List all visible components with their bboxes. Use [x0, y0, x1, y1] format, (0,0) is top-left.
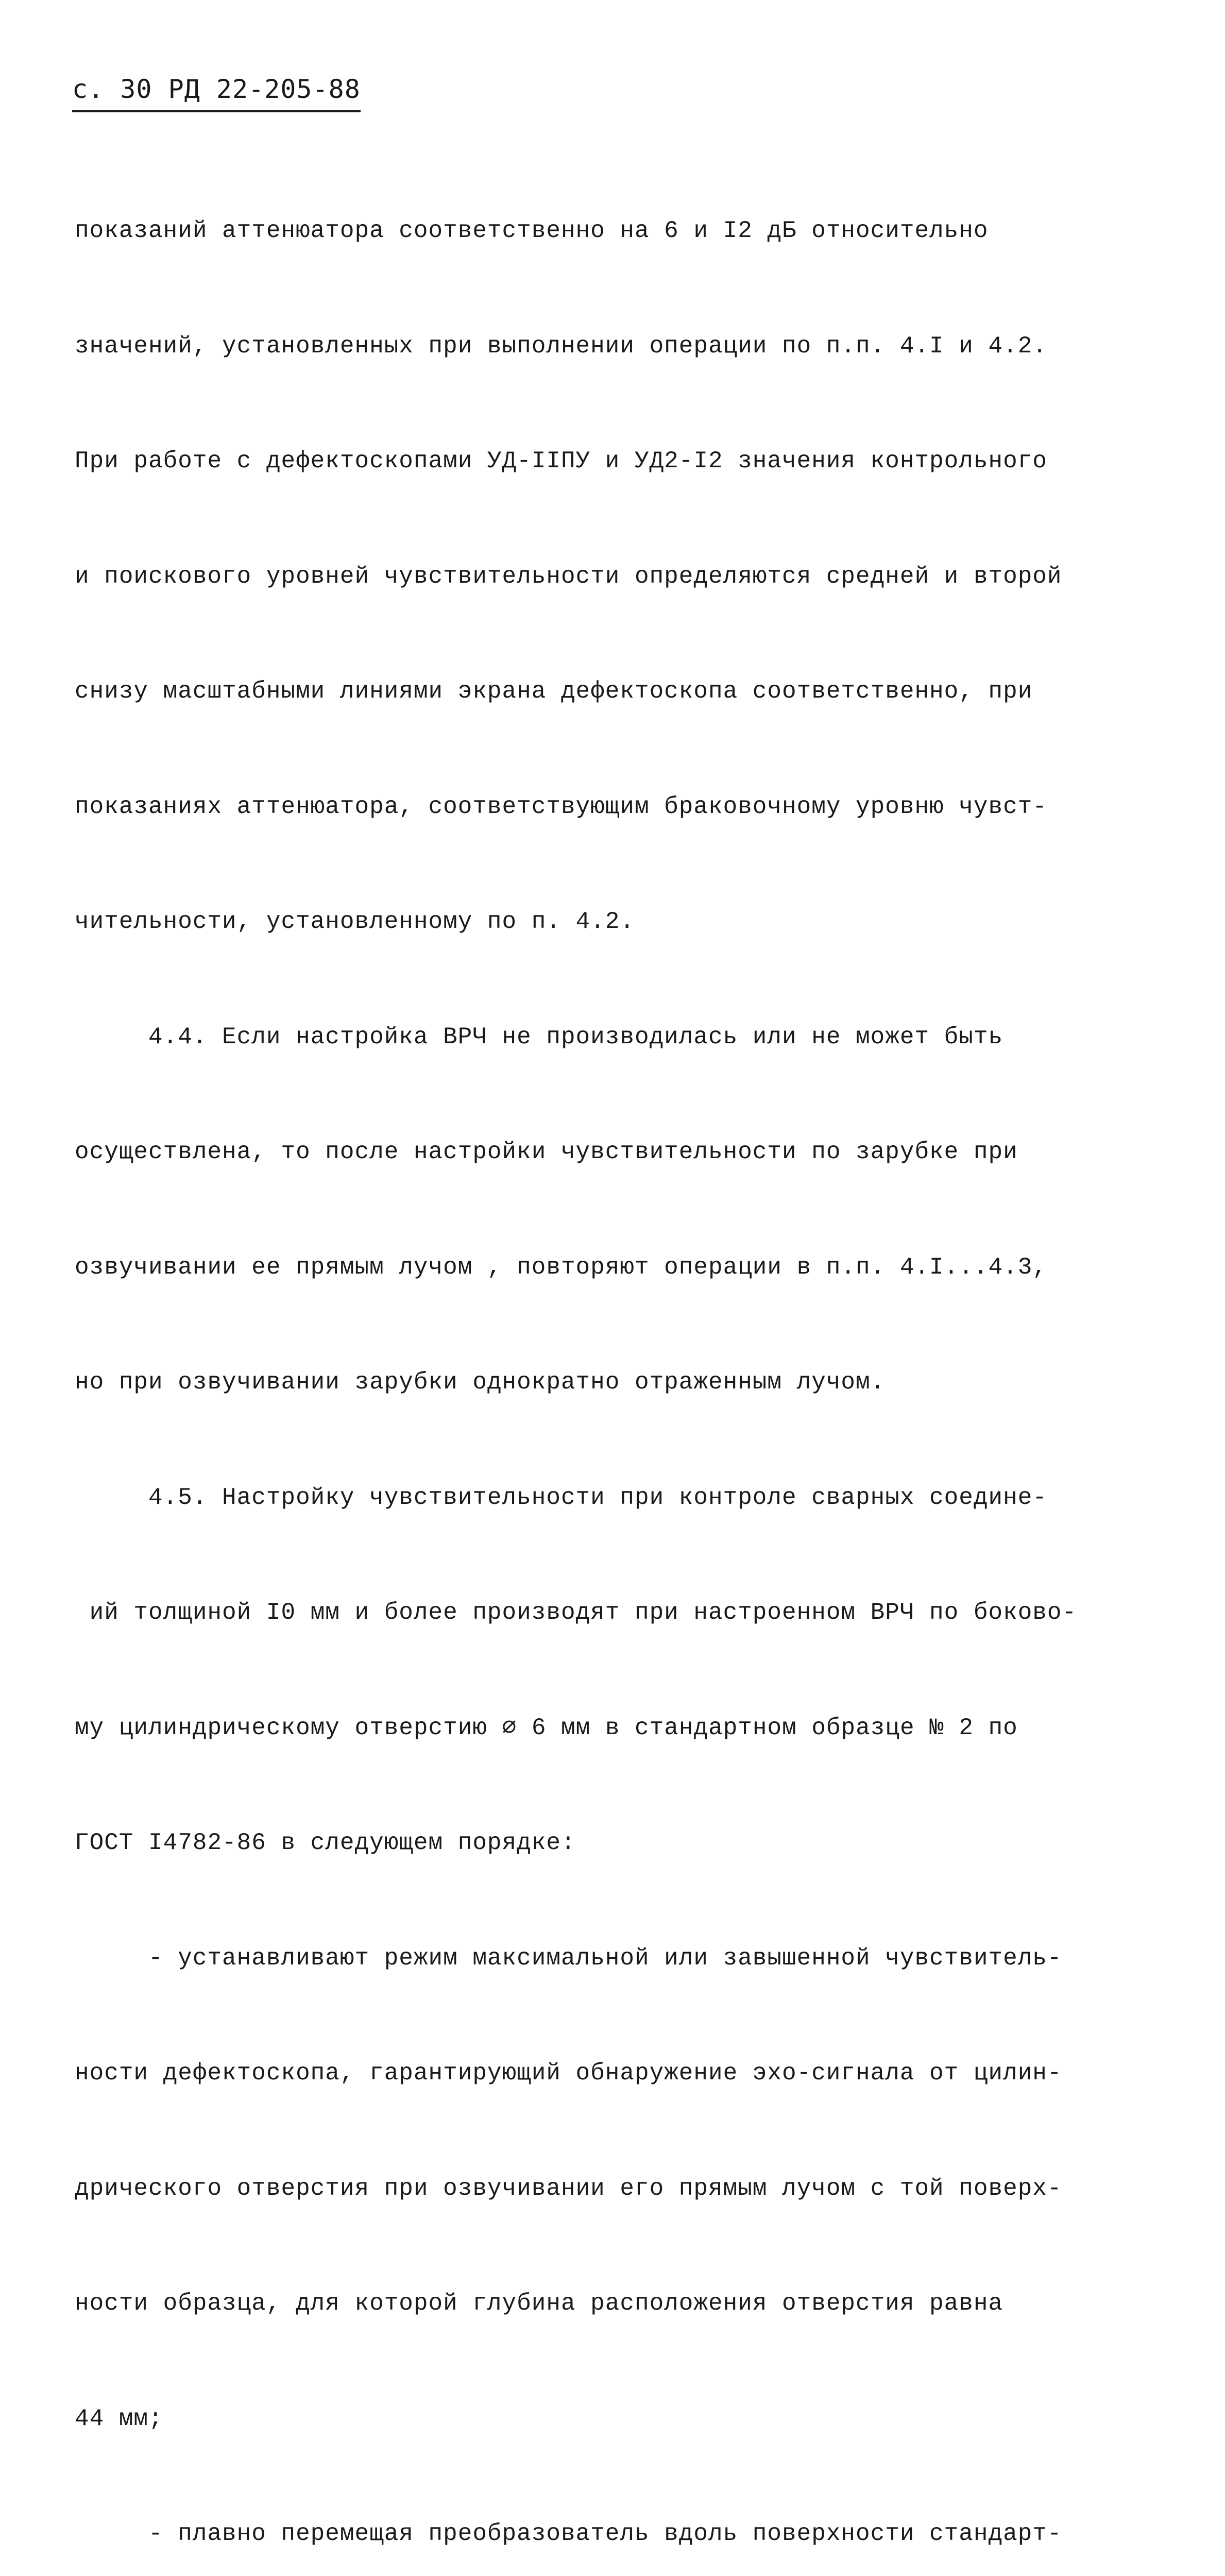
body-text [75, 135, 1162, 2576]
text-line: показаниях аттенюатора, соответствующим браковочному уровню чувст- [75, 793, 1047, 820]
paragraph-4-4-start: 4.4. Если настройка ВРЧ не производилась или не может быть [75, 1023, 1003, 1050]
text-line: ности дефектоскопа, гарантирующий обнаружение эхо-сигнала от цилин- [75, 2060, 1062, 2087]
paragraph-4-5-start: 4.5. Настройку чувствительности при контроле сварных соедине- [75, 1484, 1047, 1511]
text-line: ГОСТ I4782-86 в следующем порядке: [75, 1829, 576, 1856]
text-line: дрического отверстия при озвучивании его прямым лучом с той поверх- [75, 2175, 1062, 2202]
text-line: значений, установленных при выполнении операции по п.п. 4.I и 4.2. [75, 332, 1047, 360]
text-line: но при озвучивании зарубки однократно отраженным лучом. [75, 1369, 886, 1396]
text-line: чительности, установленному по п. 4.2. [75, 908, 635, 935]
text-line: му цилиндрическому отверстию ∅ 6 мм в стандартном образце № 2 по [75, 1714, 1018, 1741]
list-item-2: - плавно перемещая преобразователь вдоль поверхности стандарт- [75, 2520, 1062, 2547]
page-header: с. 30 РД 22-205-88 [72, 71, 361, 112]
text-line: и поискового уровней чувствительности определяются средней и второй [75, 563, 1062, 590]
text-line: При работе с дефектоскопами УД-IIПУ и УД2-I2 значения контрольного [75, 448, 1047, 474]
list-item-1: - устанавливают режим максимальной или завышенной чувствитель- [75, 1944, 1062, 1972]
text-line: 44 мм; [75, 2405, 163, 2432]
text-line: ности образца, для которой глубина расположения отверстия равна [75, 2290, 1003, 2317]
text-line: ий толщиной I0 мм и более производят при настроенном ВРЧ по боково- [75, 1599, 1077, 1626]
text-line: осуществлена, то после настройки чувствительности по зарубке при [75, 1139, 1018, 1165]
text-line: озвучивании ее прямым лучом , повторяют операции в п.п. 4.I...4.3, [75, 1253, 1047, 1281]
text-line: показаний аттенюатора соответственно на 6 и I2 дБ относительно [75, 217, 989, 244]
text-line: снизу масштабными линиями экрана дефектоскопа соответственно, при [75, 678, 1033, 705]
